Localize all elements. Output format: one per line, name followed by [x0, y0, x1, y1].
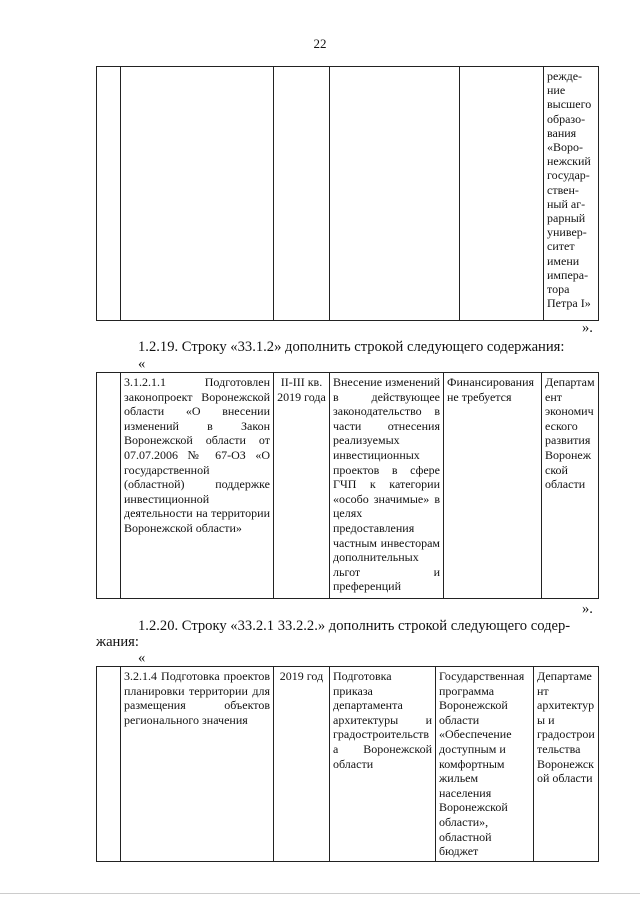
table-cell-responsible	[544, 67, 599, 321]
table-cell-empty	[97, 373, 121, 599]
text-line: режде-	[547, 69, 583, 83]
table-cell-responsible: Департамент архитектуры и градостроительства Воронежской области	[534, 667, 599, 862]
text-line: ситет	[547, 239, 575, 254]
table-cell-period: 2019 год	[274, 667, 330, 862]
text-line: ный аг-	[547, 196, 586, 211]
table-row	[97, 67, 599, 321]
table-row-3-1-2-1-1	[96, 372, 599, 599]
text-line: тора	[547, 282, 570, 297]
page-number: 22	[313, 36, 327, 51]
table-row	[97, 667, 599, 862]
text-line: Петра I»	[547, 296, 591, 311]
table-cell-empty	[330, 67, 460, 321]
table-cell-event: 3.2.1.4 Подготовка проектов планировки территории для размещения объектов регионального значения	[121, 667, 274, 862]
table-cell-empty	[97, 67, 121, 321]
paragraph-1-2-19: 1.2.19. Строку «33.1.2» дополнить строкой следующего содержания:	[138, 339, 565, 355]
table-continuation	[96, 66, 599, 321]
table-cell-result: Подготовка приказа департамента архитектуры и градостроительства Воронежской области	[330, 667, 436, 862]
text-line: государ-	[547, 168, 590, 183]
table-cell-empty	[274, 67, 330, 321]
closing-quote: ».	[582, 601, 593, 617]
table-cell-event: 3.1.2.1.1 Подготовлен законопроект Воронежской области «О внесении изменений в Закон Воронежской области от 07.07.2006 № 67-ОЗ «О государственной (областной) поддержке инвестиционной деятельности на территории Воронежской области»	[121, 373, 274, 599]
table-row-3-2-1-4	[96, 666, 599, 862]
text-line: имени	[547, 253, 580, 268]
table-cell-period: II-III кв. 2019 года	[274, 373, 330, 599]
table-cell-empty	[460, 67, 544, 321]
table-cell-funding: Государственная программа Воронежской области «Обеспечение доступным и комфортным жильем населения Воронежской области», областной бюджет	[436, 667, 534, 862]
opening-quote: «	[138, 650, 146, 666]
text-line: «Воро-	[547, 140, 583, 155]
paragraph-1-2-20: 1.2.20. Строку «33.2.1 33.2.2.» дополнить строкой следующего содер-	[138, 618, 571, 634]
opening-quote: «	[138, 356, 146, 372]
table-cell-empty	[121, 67, 274, 321]
table-cell-empty	[97, 667, 121, 862]
table-row	[97, 373, 599, 599]
text-line: нежский	[547, 154, 591, 169]
text-line: высшего	[547, 97, 592, 112]
closing-quote: ».	[582, 320, 593, 336]
text-line: ние	[547, 83, 566, 98]
text-line: рарный	[547, 211, 586, 226]
text-line: универ-	[547, 225, 587, 240]
text-line: импера-	[547, 267, 589, 282]
text-line: ствен-	[547, 182, 579, 197]
table-cell-responsible: Департамент экономического развития Воронежской области	[542, 373, 599, 599]
paragraph-1-2-20-cont: жания:	[96, 634, 139, 650]
page-bottom-rule	[0, 893, 640, 894]
table-cell-result: Внесение изменений в действующее законодательство в части отнесения реализуемых инвестиционных проектов в сфере ГЧП к категории «особо значимые» в целях предоставления частным инвесторам дополнительных льгот и преференций	[330, 373, 444, 599]
table-cell-funding: Финансирования не требуется	[444, 373, 542, 599]
text-line: образо-	[547, 111, 586, 126]
text-line: вания	[547, 125, 577, 140]
